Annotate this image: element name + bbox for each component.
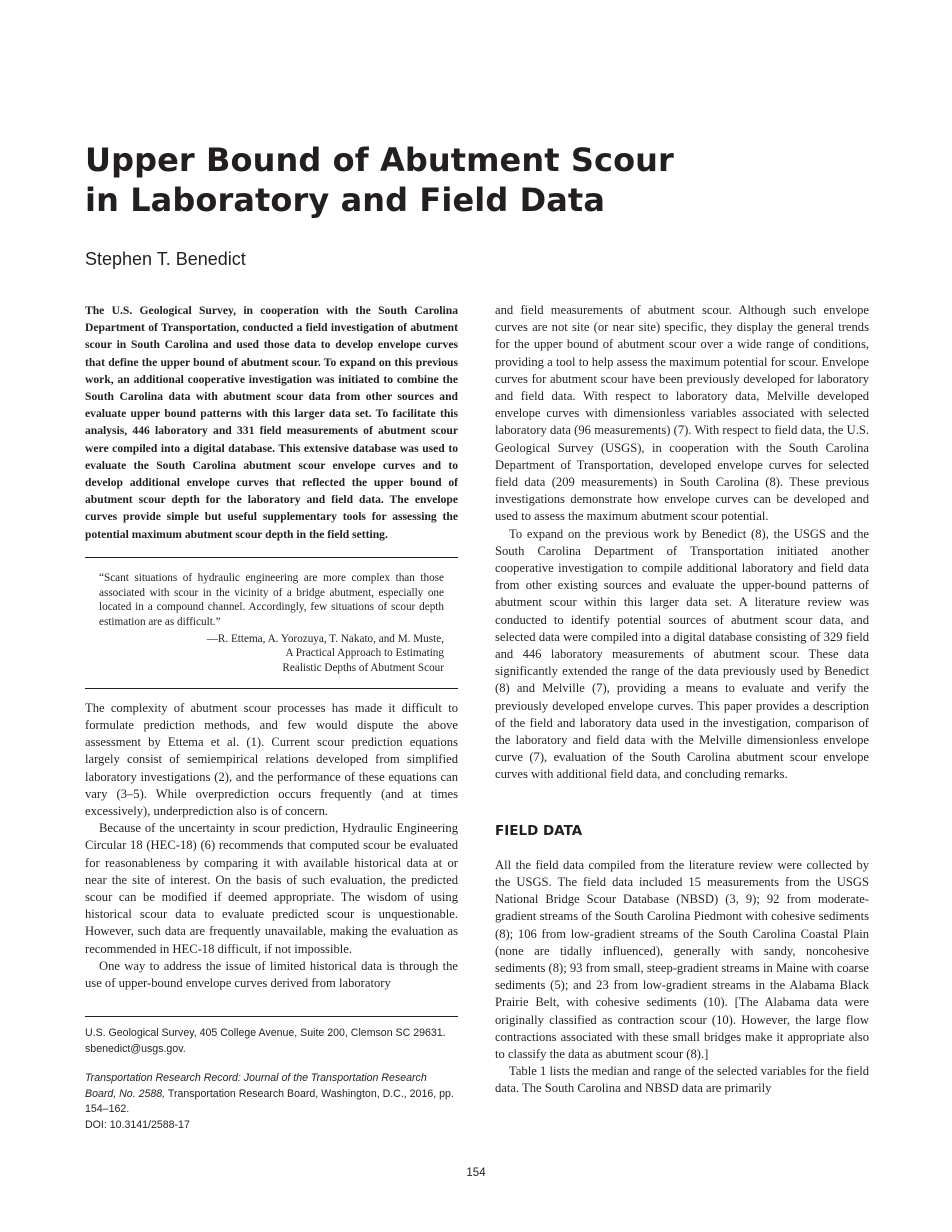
body-paragraph-1: The complexity of abutment scour processes has made it difficult to formulate prediction methods, and few would dispute the above assessment by Ettema et al. (1). Current scour prediction equations largely consist of semiempirical relations developed from simplified laboratory investigations (2), and the performance of these equations can vary (3–5). While overprediction occurs frequently (and at times excessively), underprediction also is of concern.	[85, 700, 458, 818]
body-paragraph-4: and field measurements of abutment scour. Although such envelope curves are not site (or near site) specific, they display the general trends for the upper bound of abutment scour over a wide range of conditions, providing a tool to help assess the maximum potential for scour. Envelope curves for abutment scour have been previously developed for laboratory and field data. With respect to laboratory data, Melville developed envelope curves with dimensionless variables associated with selected laboratory data (96 measurements) (7). With respect to field data, the U.S. Geological Survey (USGS), in cooperation with the South Carolina Department of Transportation, developed envelope curves for selected field data (209 measurements) in South Carolina (8). These previous investigations demonstrate how envelope curves can be developed and used to assess the maximum abutment scour potential.	[495, 303, 869, 524]
body-paragraph-7: Table 1 lists the median and range of the selected variables for the field data. The South Carolina and NBSD data are primarily	[495, 1064, 869, 1096]
paper-title	[85, 140, 674, 220]
author-affiliation: U.S. Geological Survey, 405 College Avenue, Suite 200, Clemson SC 29631. sbenedict@usgs.gov.	[85, 1027, 446, 1055]
epigraph-attribution-title-2: Realistic Depths of Abutment Scour	[282, 662, 444, 675]
footnote-rule	[85, 1016, 458, 1017]
section-heading-field-data: FIELD DATA	[495, 822, 583, 839]
doi: DOI: 10.3141/2588-17	[85, 1118, 190, 1131]
right-column	[495, 302, 869, 1098]
body-paragraph-6: All the field data compiled from the literature review were collected by the USGS. The field data included 15 measurements from the USGS National Bridge Scour Database (NBSD) (3, 9); 92 from moderate-gradient streams of the South Carolina Piedmont with cohesive sediments (8); 106 from low-gradient streams of the South Carolina Coastal Plain (none are tidally influenced), generally with sandy, noncohesive sediments (8); 93 from small, steep-gradient streams in Maine with coarse sediments (5); and 23 from low-gradient streams in the Alabama Black Prairie Belt, with cohesive sediments (10). [The Alabama data were originally classified as contraction scour (10). However, the large flow contractions associated with these small bridges make it appropriate also to classify the data as abutment scour (8).]	[495, 857, 869, 1061]
epigraph-attribution-authors: —R. Ettema, A. Yorozuya, T. Nakato, and M. Muste,	[206, 632, 444, 645]
left-column	[85, 302, 458, 1133]
body-paragraph-2: Because of the uncertainty in scour prediction, Hydraulic Engineering Circular 18 (HEC-18) (6) recommends that computed scour be evaluated for reasonableness by comparing it with available historical data at or near the site of interest. On the basis of such evaluation, the predicted scour can be modified if deemed appropriate. The wisdom of using historical scour data to evaluate predicted scour is unquestionable. However, such data are frequently unavailable, making the evaluation as recommended in HEC-18 difficult, if not impossible.	[85, 821, 458, 956]
body-paragraph-3: One way to address the issue of limited historical data is through the use of upper-bound envelope curves derived from laboratory	[85, 958, 458, 991]
epigraph-attribution-title-1: A Practical Approach to Estimating	[285, 647, 444, 660]
epigraph-attribution	[99, 632, 444, 676]
epigraph-quote: “Scant situations of hydraulic engineering are more complex than those associated with scour in the vicinity of a bridge abutment, especially one located in a compound channel. Accordingly, few situations of scour depth estimation are as difficult.”	[99, 571, 444, 628]
author-name: Stephen T. Benedict	[85, 249, 246, 269]
epigraph	[85, 558, 458, 676]
abstract: The U.S. Geological Survey, in cooperation with the South Carolina Department of Transportation, conducted a field investigation of abutment scour in South Carolina and used those data to develop envelope curves that define the upper bound of abutment scour. To expand on this previous work, an additional cooperative investigation was initiated to combine the South Carolina data with abutment scour data from other sources and evaluate upper bound patterns with this larger data set. To facilitate this analysis, 446 laboratory and 331 field measurements of abutment scour were compiled into a digital database. This extensive database was used to evaluate the South Carolina abutment scour envelope curves and to develop additional envelope curves that reflected the upper bound of abutment scour depth for the laboratory and field data. The envelope curves provide simple but useful supplementary tools for assessing the potential maximum abutment scour depth in the field setting.	[85, 304, 458, 541]
epigraph-bottom-rule	[85, 688, 458, 689]
title-line-1: Upper Bound of Abutment Scour	[85, 141, 674, 179]
footnote	[85, 1026, 458, 1133]
publisher-info: Transportation Research Board, Washington, D.C., 2016, pp. 154–162.	[85, 1087, 454, 1116]
page-number: 154	[466, 1167, 486, 1179]
body-paragraph-5: To expand on the previous work by Benedict (8), the USGS and the South Carolina Department of Transportation initiated another cooperative investigation to compile additional laboratory and field data from other existing sources and evaluate the upper-bound patterns of abutment scour within this larger data set. A literature review was conducted to identify potential sources of abutment scour data, and selected data were compiled into a digital database consisting of 329 field and 446 laboratory measurements of abutment scour. These data significantly extended the range of the data previously used by Benedict (8) and Melville (7), providing a means to evaluate and verify the previously developed envelope curves. This paper provides a description of the field and laboratory data used in the investigation, comparison of the laboratory and field data with the Melville dimensionless envelope curve (7), evaluation of the South Carolina abutment scour envelope curves with additional field data, and concluding remarks.	[495, 526, 869, 782]
citation	[85, 1071, 458, 1118]
journal-name: Transportation Research Record: Journal of the Transportation Research Board, No. 2588,	[85, 1072, 427, 1100]
title-line-2: in Laboratory and Field Data	[85, 181, 606, 219]
